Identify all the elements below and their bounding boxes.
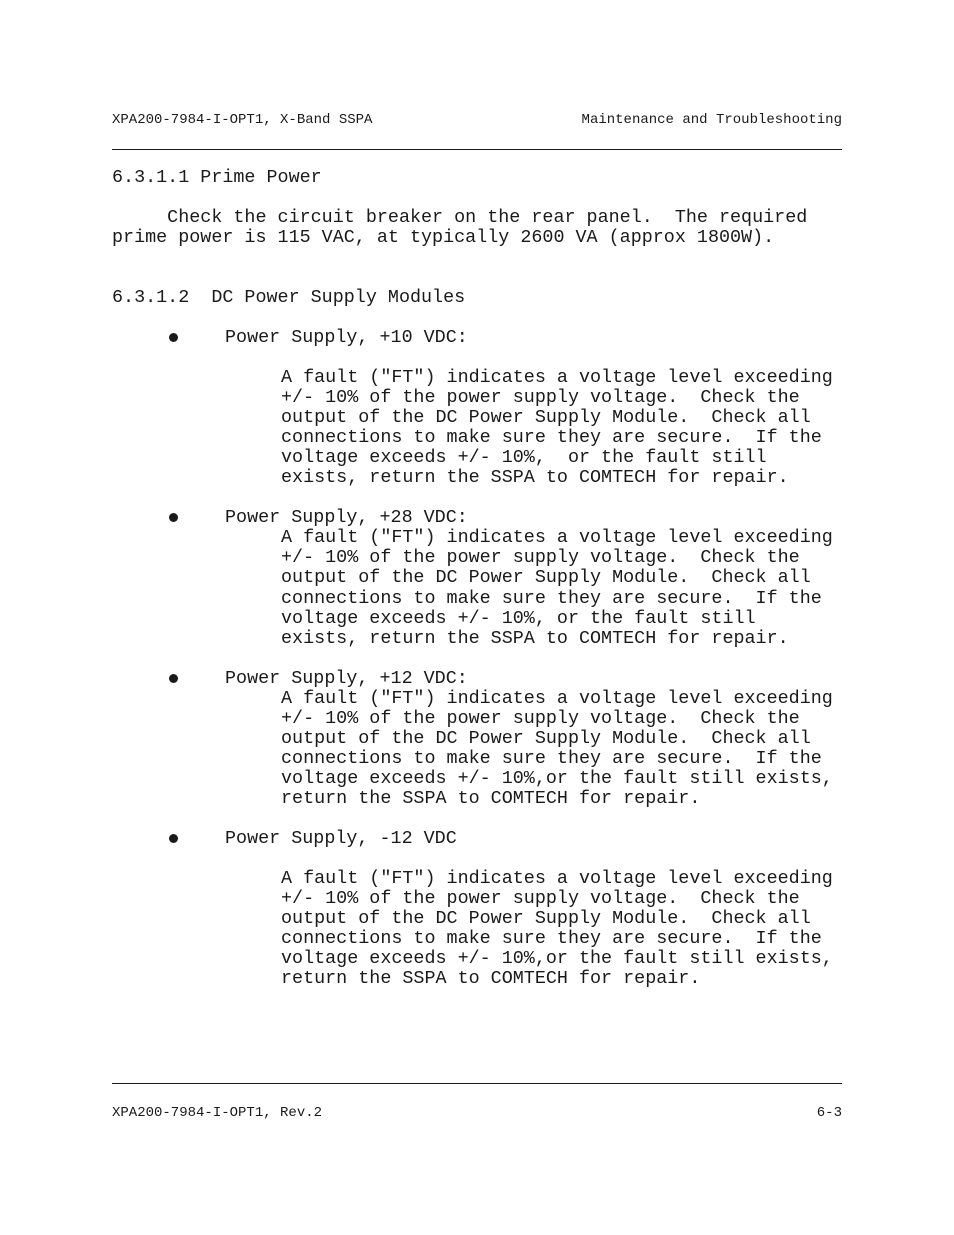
section-heading-prime-power: 6.3.1.1 Prime Power (112, 167, 322, 188)
item-12vdc-line-6: return the SSPA to COMTECH for repair. (281, 788, 701, 809)
item-minus12vdc-line-3: output of the DC Power Supply Module. Check all (281, 908, 811, 929)
item-label-10vdc: Power Supply, +10 VDC: (225, 327, 468, 348)
item-minus12vdc-line-1: A fault ("FT") indicates a voltage level exceeding (281, 868, 833, 889)
item-28vdc-line-5: voltage exceeds +/- 10%, or the fault still (281, 608, 756, 629)
item-12vdc-line-4: connections to make sure they are secure. If the (281, 748, 822, 769)
item-28vdc-line-6: exists, return the SSPA to COMTECH for repair. (281, 628, 789, 649)
item-label-28vdc: Power Supply, +28 VDC: (225, 507, 468, 528)
bullet-icon (169, 333, 178, 342)
item-28vdc-line-3: output of the DC Power Supply Module. Check all (281, 567, 811, 588)
item-10vdc-line-1: A fault ("FT") indicates a voltage level exceeding (281, 367, 833, 388)
header-doc-id: XPA200-7984-I-OPT1, X-Band SSPA (112, 112, 373, 128)
item-28vdc-line-4: connections to make sure they are secure. If the (281, 588, 822, 609)
header-rule (112, 149, 842, 150)
item-12vdc-line-3: output of the DC Power Supply Module. Check all (281, 728, 811, 749)
item-10vdc-line-6: exists, return the SSPA to COMTECH for repair. (281, 467, 789, 488)
item-28vdc-line-2: +/- 10% of the power supply voltage. Check the (281, 547, 800, 568)
bullet-icon (169, 513, 178, 522)
footer-rule (112, 1083, 842, 1084)
prime-power-paragraph-line-1: Check the circuit breaker on the rear panel. The required (112, 207, 808, 228)
item-label-12vdc: Power Supply, +12 VDC: (225, 668, 468, 689)
footer-doc-revision: XPA200-7984-I-OPT1, Rev.2 (112, 1105, 323, 1121)
item-minus12vdc-line-5: voltage exceeds +/- 10%,or the fault still exists, (281, 948, 833, 969)
item-10vdc-line-4: connections to make sure they are secure. If the (281, 427, 822, 448)
item-10vdc-line-2: +/- 10% of the power supply voltage. Check the (281, 387, 800, 408)
header-chapter-title: Maintenance and Troubleshooting (581, 112, 842, 128)
item-10vdc-line-5: voltage exceeds +/- 10%, or the fault still (281, 447, 767, 468)
prime-power-paragraph-line-2: prime power is 115 VAC, at typically 2600 VA (approx 1800W). (112, 227, 775, 248)
item-12vdc-line-5: voltage exceeds +/- 10%,or the fault still exists, (281, 768, 833, 789)
item-10vdc-line-3: output of the DC Power Supply Module. Check all (281, 407, 811, 428)
item-12vdc-line-1: A fault ("FT") indicates a voltage level exceeding (281, 688, 833, 709)
item-28vdc-line-1: A fault ("FT") indicates a voltage level exceeding (281, 527, 833, 548)
section-heading-dc-modules: 6.3.1.2 DC Power Supply Modules (112, 287, 466, 308)
item-12vdc-line-2: +/- 10% of the power supply voltage. Check the (281, 708, 800, 729)
bullet-icon (169, 674, 178, 683)
bullet-icon (169, 834, 178, 843)
item-minus12vdc-line-4: connections to make sure they are secure. If the (281, 928, 822, 949)
item-minus12vdc-line-6: return the SSPA to COMTECH for repair. (281, 968, 701, 989)
footer-page-number: 6-3 (816, 1105, 842, 1121)
item-minus12vdc-line-2: +/- 10% of the power supply voltage. Check the (281, 888, 800, 909)
item-label-minus12vdc: Power Supply, -12 VDC (225, 828, 457, 849)
